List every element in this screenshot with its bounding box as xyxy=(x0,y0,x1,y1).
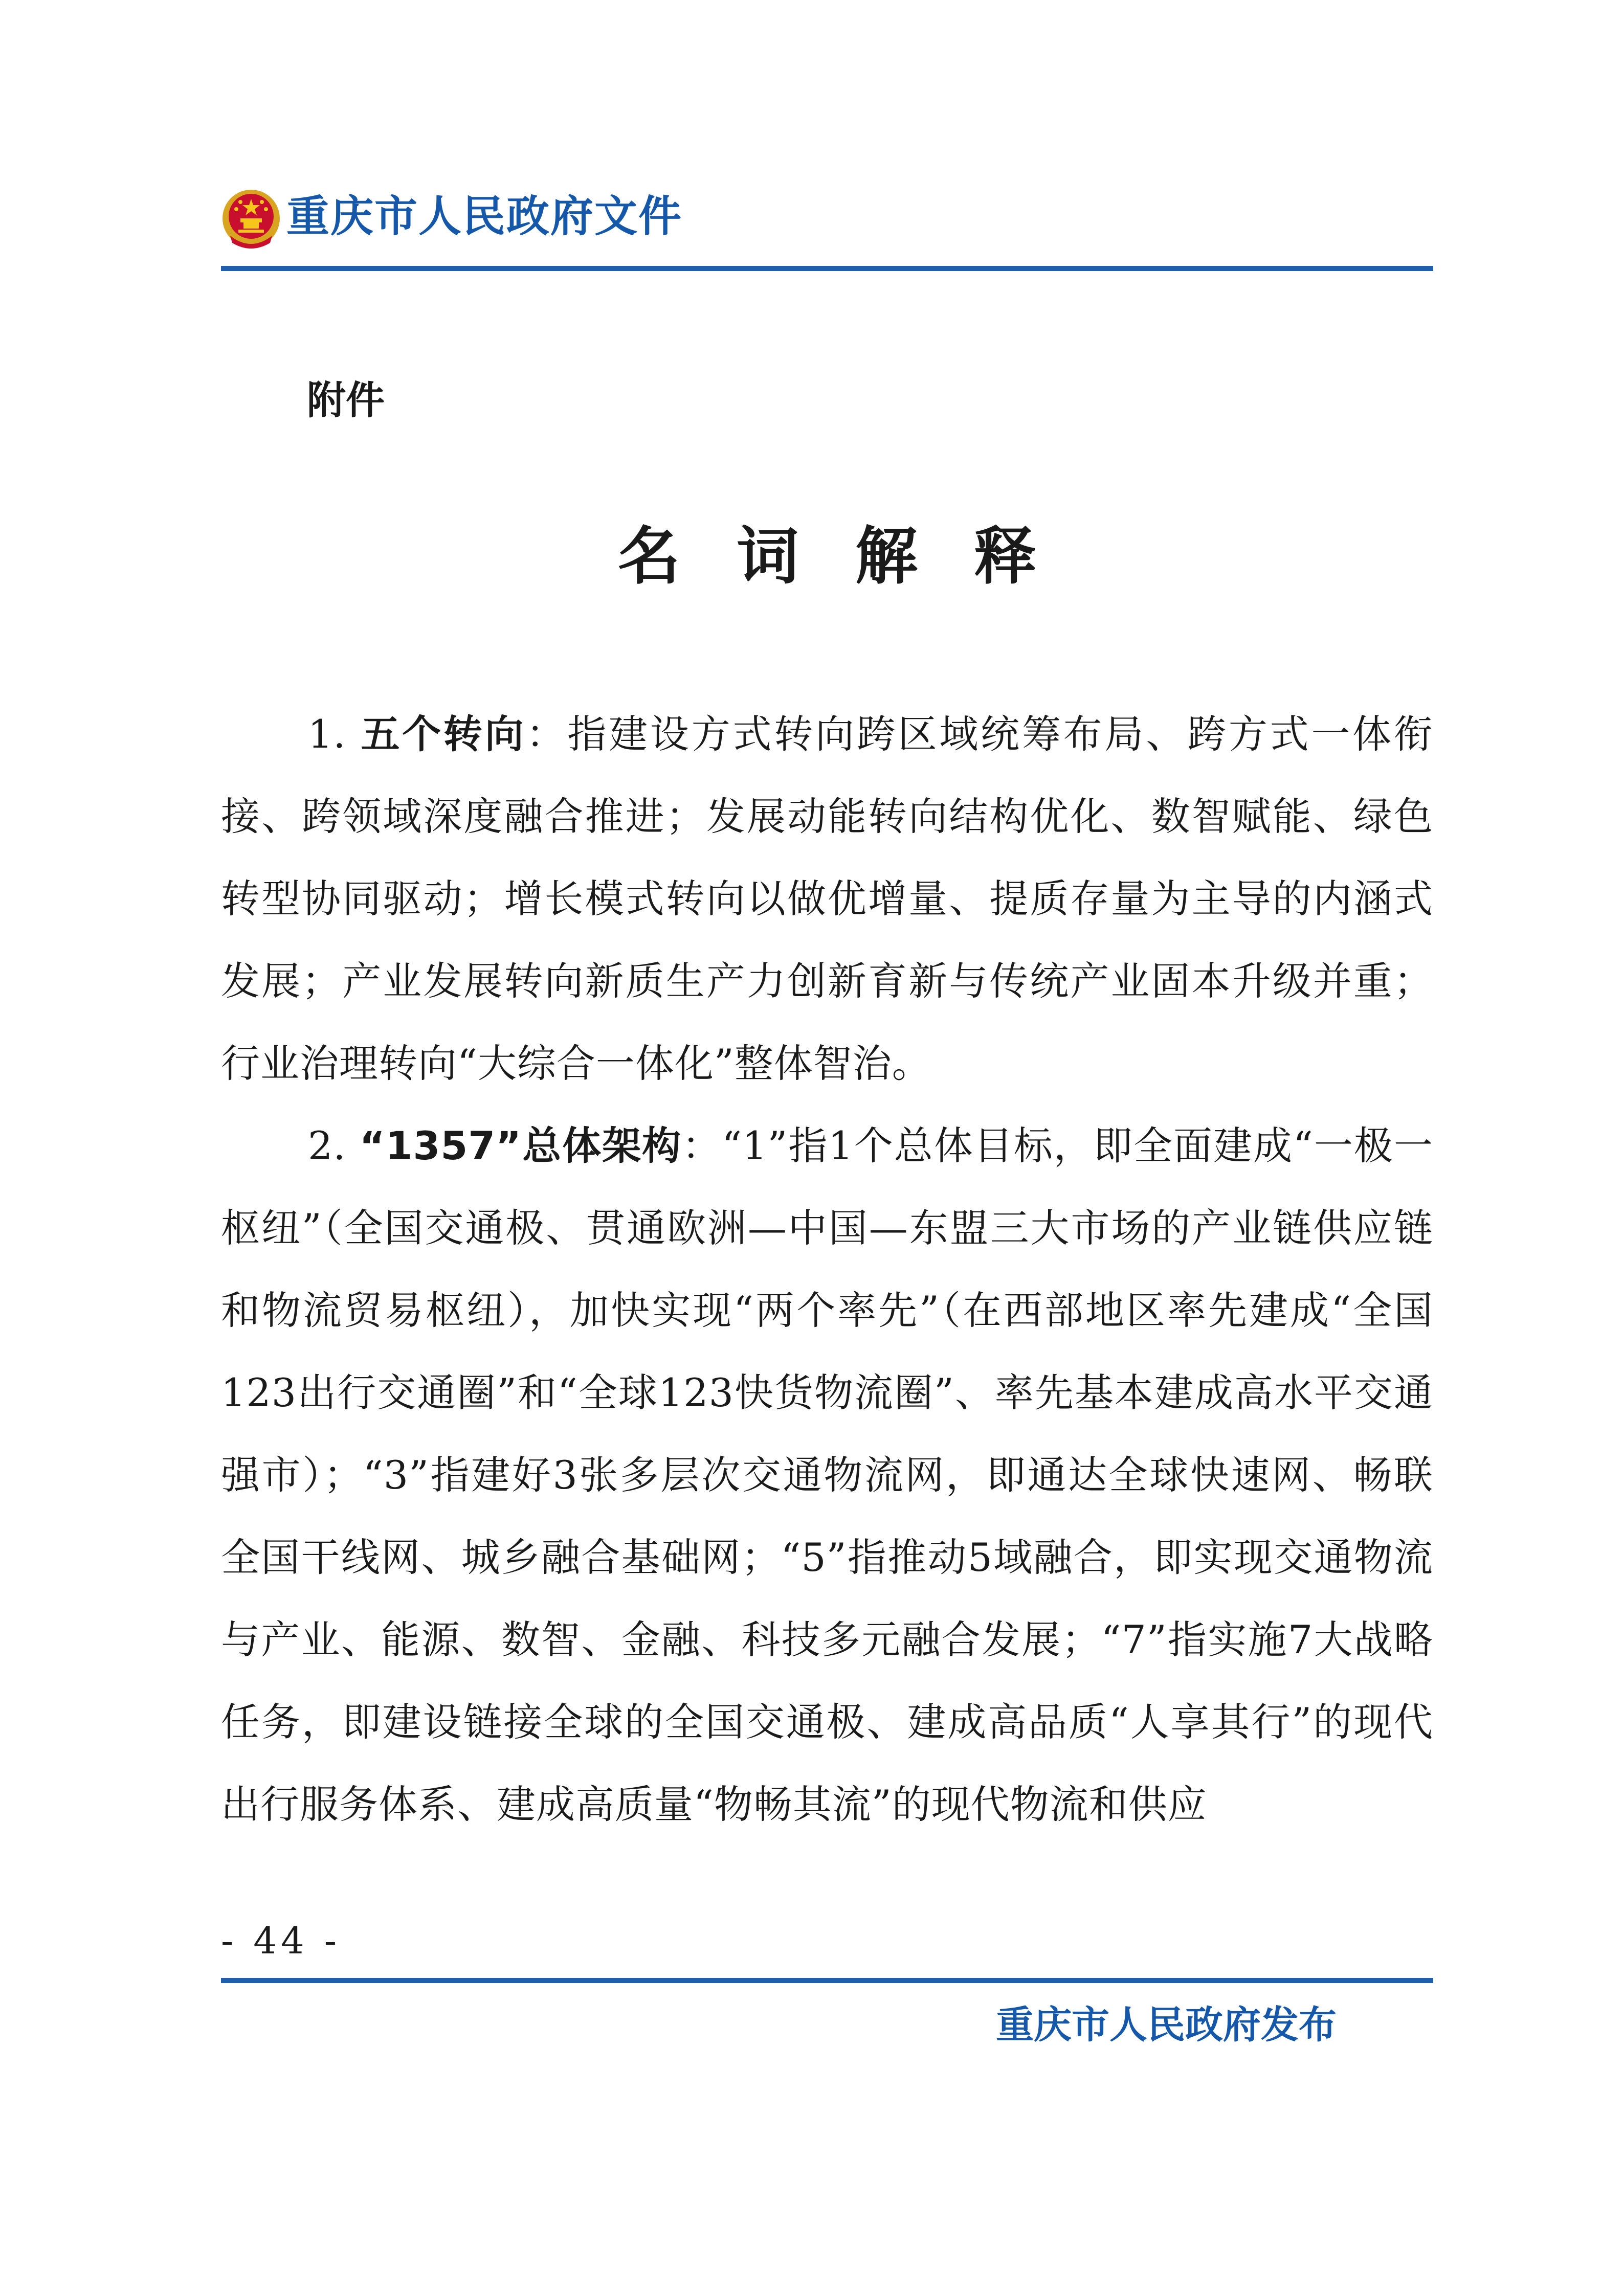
header-title: 重庆市人民政府文件 xyxy=(286,191,683,241)
paragraph-text: ：“1”指1个总体目标，即全面建成“一极一枢纽”（全国交通极、贯通欧洲—中国—东盟三大市场的产业链供应链和物流贸易枢纽），加快实现“两个率先”（在西部地区率先建成“全国123出行交通圈”和“全球123快货物流圈”、率先基本建成高水平交通强市）；“3”指建好3张多层次交通物流网，即通达全球快速网、畅联全国干线网、城乡融合基础网；“5”指推动5域融合，即实现交通物流与产业、能源、数智、金融、科技多元融合发展；“7”指实施7大战略任务，即建设链接全球的全国交通极、建成高品质“人享其行”的现代出行服务体系、建成高质量“物畅其流”的现代物流和供应 xyxy=(221,1123,1433,1827)
paragraph-number: 1. xyxy=(308,711,346,757)
attachment-label: 附件 xyxy=(307,377,385,423)
document-header xyxy=(221,182,1433,263)
header-divider xyxy=(221,266,1433,271)
page-number: - 44 - xyxy=(221,1919,341,1962)
footer-publisher: 重庆市人民政府发布 xyxy=(996,2003,1337,2047)
document-title: 名词解释 xyxy=(618,519,1093,593)
paragraph-number: 2. xyxy=(308,1123,346,1168)
paragraph-2 xyxy=(221,1105,1433,1845)
paragraph-text: ：指建设方式转向跨区域统筹布局、跨方式一体衔接、跨领域深度融合推进；发展动能转向结构优化、数智赋能、绿色转型协同驱动；增长模式转向以做优增量、提质存量为主导的内涵式发展；产业发展转向新质生产力创新育新与传统产业固本升级并重；行业治理转向“大综合一体化”整体智治。 xyxy=(221,711,1433,1086)
paragraph-term: “1357”总体架构 xyxy=(359,1123,682,1168)
body-text xyxy=(221,693,1433,1845)
footer-divider xyxy=(221,1978,1433,1983)
paragraph-1 xyxy=(221,693,1433,1105)
national-emblem-icon xyxy=(221,187,281,252)
paragraph-term: 五个转向 xyxy=(361,711,526,757)
